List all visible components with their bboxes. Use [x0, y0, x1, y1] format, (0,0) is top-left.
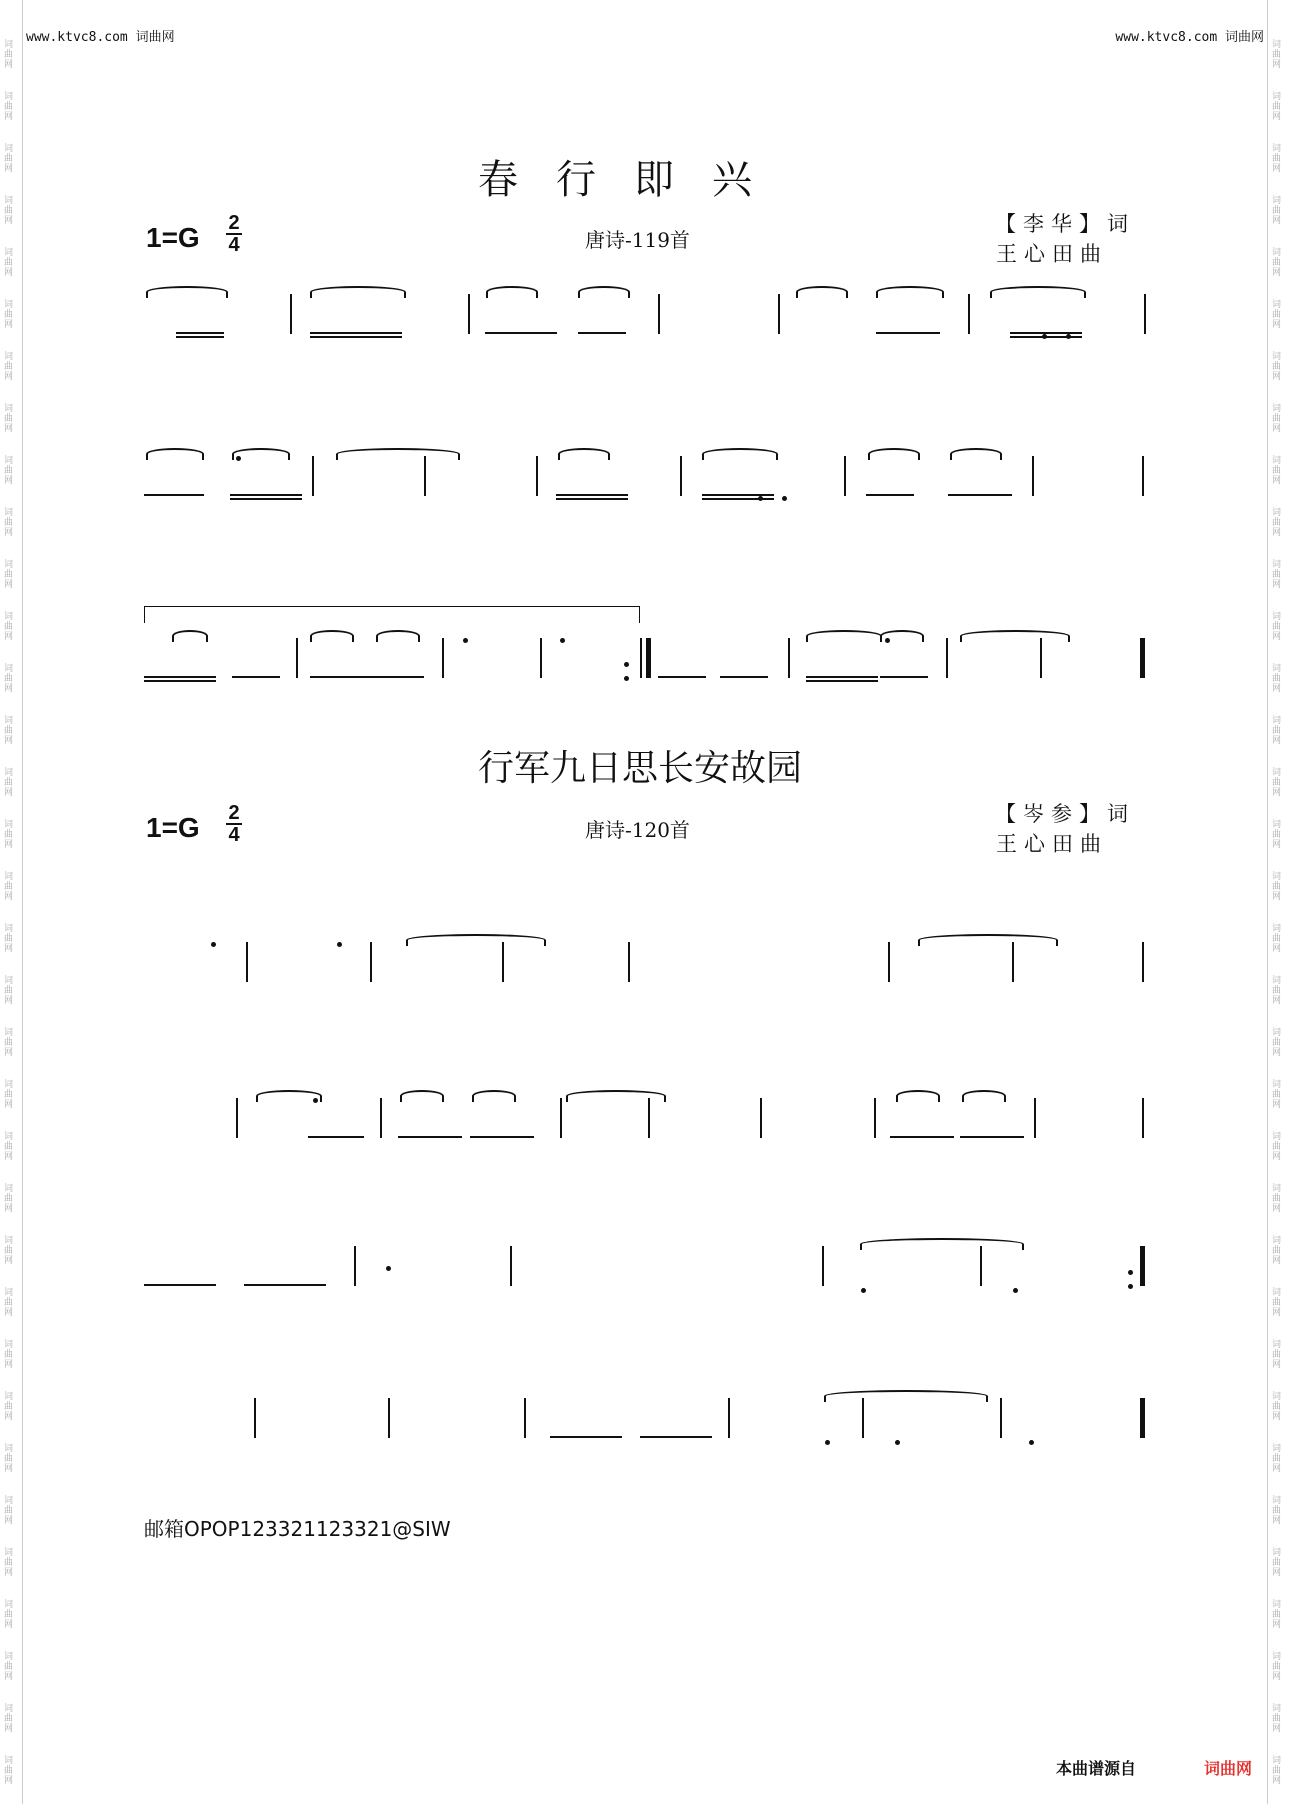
beam-underline	[702, 498, 774, 500]
octave-dot	[1029, 1440, 1034, 1445]
final-bar-line	[1140, 1246, 1145, 1286]
bar-line	[296, 638, 298, 678]
watermark-text: 词曲网	[1272, 40, 1282, 70]
octave-dot	[758, 496, 763, 501]
watermark-text: 词曲网	[1272, 1704, 1282, 1734]
watermark-text: 词曲网	[1272, 248, 1282, 278]
beam-underline	[658, 676, 706, 678]
bar-line	[888, 942, 890, 982]
slur	[336, 448, 460, 460]
slur	[824, 1390, 988, 1402]
slur	[172, 630, 208, 642]
beam-underline	[556, 498, 628, 500]
bar-line	[1012, 942, 1014, 982]
bar-line	[968, 294, 970, 334]
beam-underline	[640, 1436, 712, 1438]
bar-line	[648, 1098, 650, 1138]
bar-line	[1142, 1098, 1144, 1138]
watermark-text: 词曲网	[4, 924, 14, 954]
bar-line	[510, 1246, 512, 1286]
beam-underline	[550, 1436, 622, 1438]
slur	[918, 934, 1058, 946]
time-numerator: 2	[228, 802, 240, 824]
watermark-text: 词曲网	[1272, 872, 1282, 902]
octave-dot	[236, 456, 241, 461]
beam-underline	[144, 676, 216, 678]
beam-underline	[176, 332, 224, 334]
watermark-text: 词曲网	[4, 1704, 14, 1734]
slur	[472, 1090, 516, 1102]
slur	[566, 1090, 666, 1102]
bar-line	[290, 294, 292, 334]
bar-line	[1144, 294, 1146, 334]
watermark-text: 词曲网	[1272, 352, 1282, 382]
slur	[558, 448, 610, 460]
slur	[962, 1090, 1006, 1102]
beam-underline	[230, 494, 302, 496]
bar-line	[536, 456, 538, 496]
beam-underline	[485, 332, 557, 334]
slur	[806, 630, 882, 642]
beam-underline	[880, 676, 928, 678]
beam-underline	[144, 494, 204, 496]
beam-underline	[310, 336, 402, 338]
slur	[990, 286, 1086, 298]
bar-line	[1142, 456, 1144, 496]
watermark-text: 词曲网	[1272, 1652, 1282, 1682]
beam-underline	[244, 1284, 326, 1286]
bar-line	[1142, 942, 1144, 982]
brand-link[interactable]: 词曲网	[1204, 1759, 1253, 1778]
volta-bracket	[144, 606, 640, 623]
beam-underline	[876, 332, 940, 334]
time-denominator: 4	[228, 824, 240, 846]
bar-line	[640, 638, 642, 678]
beam-underline	[556, 494, 628, 496]
watermark-text: 词曲网	[1272, 1496, 1282, 1526]
bar-line	[424, 456, 426, 496]
song1-subtitle: 唐诗-119首	[585, 228, 690, 252]
left-watermark-strip	[0, 0, 23, 1804]
watermark-text: 词曲网	[4, 1548, 14, 1578]
beam-underline	[578, 332, 626, 334]
bar-line	[628, 942, 630, 982]
octave-dot	[825, 1440, 830, 1445]
beam-underline	[310, 676, 382, 678]
octave-dot	[463, 638, 468, 643]
watermark-text: 词曲网	[1272, 196, 1282, 226]
watermark-text: 词曲网	[1272, 1392, 1282, 1422]
bar-line	[370, 942, 372, 982]
watermark-text: 词曲网	[1272, 456, 1282, 486]
final-bar-line	[1140, 638, 1145, 678]
watermark-text: 词曲网	[1272, 1184, 1282, 1214]
slur	[146, 448, 204, 460]
song2-time-signature	[226, 804, 242, 844]
bar-line	[728, 1398, 730, 1438]
song1-title: 春行即兴	[478, 157, 790, 203]
watermark-text: 词曲网	[1272, 560, 1282, 590]
slur	[896, 1090, 940, 1102]
watermark-text: 词曲网	[4, 456, 14, 486]
bar-line	[540, 638, 542, 678]
octave-dot	[885, 638, 890, 643]
bar-line	[246, 942, 248, 982]
beam-underline	[308, 1136, 364, 1138]
octave-dot	[861, 1288, 866, 1293]
watermark-text: 词曲网	[1272, 1132, 1282, 1162]
time-numerator: 2	[228, 212, 240, 234]
source-label: 本曲谱源自	[1056, 1759, 1137, 1778]
beam-underline	[144, 680, 216, 682]
bar-line	[1034, 1098, 1036, 1138]
bar-line	[1000, 1398, 1002, 1438]
watermark-text: 词曲网	[4, 92, 14, 122]
bar-line	[312, 456, 314, 496]
octave-dot	[895, 1440, 900, 1445]
octave-dot	[211, 942, 216, 947]
watermark-text: 词曲网	[1272, 664, 1282, 694]
watermark-text: 词曲网	[1272, 92, 1282, 122]
watermark-text: 词曲网	[4, 352, 14, 382]
watermark-text: 词曲网	[4, 1028, 14, 1058]
watermark-text: 词曲网	[4, 248, 14, 278]
slur	[486, 286, 538, 298]
song2-composer: 王心田曲	[996, 832, 1108, 856]
bar-line	[980, 1246, 982, 1286]
slur	[310, 630, 354, 642]
final-bar-line	[1140, 1398, 1145, 1438]
right-watermark-strip	[1267, 0, 1290, 1804]
watermark-text: 词曲网	[4, 612, 14, 642]
bar-line	[1032, 456, 1034, 496]
watermark-text: 词曲网	[1272, 1600, 1282, 1630]
watermark-text: 词曲网	[1272, 404, 1282, 434]
watermark-text: 词曲网	[1272, 144, 1282, 174]
beam-underline	[806, 680, 878, 682]
watermark-text: 词曲网	[4, 1184, 14, 1214]
beam-underline	[960, 1136, 1024, 1138]
beam-underline	[376, 676, 424, 678]
watermark-text: 词曲网	[4, 1288, 14, 1318]
watermark-text: 词曲网	[1272, 976, 1282, 1006]
watermark-text: 词曲网	[1272, 508, 1282, 538]
watermark-text: 词曲网	[1272, 1444, 1282, 1474]
bar-line	[844, 456, 846, 496]
beam-underline	[890, 1136, 954, 1138]
octave-dot	[782, 496, 787, 501]
watermark-text: 词曲网	[4, 1652, 14, 1682]
song1-lyricist: 【李华】词	[995, 212, 1135, 236]
octave-dot	[1066, 334, 1071, 339]
slur	[796, 286, 848, 298]
final-bar-line	[646, 638, 651, 678]
header-right-url: www.ktvc8.com 词曲网	[1115, 30, 1264, 45]
watermark-text: 词曲网	[4, 40, 14, 70]
bar-line	[788, 638, 790, 678]
watermark-text: 词曲网	[4, 820, 14, 850]
bar-line	[468, 294, 470, 334]
watermark-text: 词曲网	[1272, 612, 1282, 642]
beam-underline	[702, 494, 774, 496]
beam-underline	[948, 494, 1012, 496]
bar-line	[778, 294, 780, 334]
watermark-text: 词曲网	[1272, 1756, 1282, 1786]
octave-dot	[624, 676, 629, 681]
bar-line	[680, 456, 682, 496]
slur	[310, 286, 406, 298]
bar-line	[236, 1098, 238, 1138]
octave-dot	[337, 942, 342, 947]
bar-line	[560, 1098, 562, 1138]
beam-underline	[230, 498, 302, 500]
octave-dot	[624, 662, 629, 667]
watermark-text: 词曲网	[4, 1340, 14, 1370]
octave-dot	[560, 638, 565, 643]
slur	[702, 448, 778, 460]
octave-dot	[313, 1098, 318, 1103]
bar-line	[388, 1398, 390, 1438]
bar-line	[946, 638, 948, 678]
watermark-text: 词曲网	[1272, 300, 1282, 330]
slur	[868, 448, 920, 460]
bar-line	[874, 1098, 876, 1138]
watermark-text: 词曲网	[4, 716, 14, 746]
bar-line	[354, 1246, 356, 1286]
time-denominator: 4	[228, 234, 240, 256]
bar-line	[380, 1098, 382, 1138]
watermark-text: 词曲网	[1272, 1028, 1282, 1058]
header-left-url: www.ktvc8.com 词曲网	[26, 30, 175, 45]
watermark-text: 词曲网	[1272, 716, 1282, 746]
watermark-text: 词曲网	[4, 560, 14, 590]
song2-lyricist: 【岑参】词	[995, 802, 1135, 826]
song1-composer: 王心田曲	[996, 242, 1108, 266]
watermark-text: 词曲网	[4, 196, 14, 226]
watermark-text: 词曲网	[1272, 1340, 1282, 1370]
beam-underline	[806, 676, 878, 678]
slur	[400, 1090, 444, 1102]
watermark-text: 词曲网	[1272, 924, 1282, 954]
slur	[876, 286, 944, 298]
beam-underline	[144, 1284, 216, 1286]
watermark-text: 词曲网	[4, 976, 14, 1006]
contact-email: 邮箱OPOP123321123321@SIW	[144, 1517, 451, 1541]
watermark-text: 词曲网	[1272, 1288, 1282, 1318]
watermark-text: 词曲网	[4, 1756, 14, 1786]
slur	[406, 934, 546, 946]
watermark-text: 词曲网	[4, 1132, 14, 1162]
bar-line	[658, 294, 660, 334]
slur	[146, 286, 228, 298]
watermark-text: 词曲网	[4, 872, 14, 902]
watermark-text: 词曲网	[4, 1444, 14, 1474]
bar-line	[442, 638, 444, 678]
watermark-text: 词曲网	[4, 1080, 14, 1110]
octave-dot	[1128, 1284, 1133, 1289]
beam-underline	[398, 1136, 462, 1138]
watermark-text: 词曲网	[4, 144, 14, 174]
watermark-text: 词曲网	[1272, 1236, 1282, 1266]
octave-dot	[386, 1266, 391, 1271]
watermark-text: 词曲网	[4, 768, 14, 798]
octave-dot	[1128, 1270, 1133, 1275]
watermark-text: 词曲网	[1272, 768, 1282, 798]
bar-line	[760, 1098, 762, 1138]
watermark-text: 词曲网	[4, 300, 14, 330]
watermark-text: 词曲网	[4, 1392, 14, 1422]
watermark-text: 词曲网	[1272, 1548, 1282, 1578]
watermark-text: 词曲网	[4, 664, 14, 694]
slur	[960, 630, 1070, 642]
beam-underline	[866, 494, 914, 496]
slur	[578, 286, 630, 298]
watermark-text: 词曲网	[1272, 1080, 1282, 1110]
song2-subtitle: 唐诗-120首	[585, 818, 690, 842]
octave-dot	[1013, 1288, 1018, 1293]
watermark-text: 词曲网	[4, 508, 14, 538]
beam-underline	[470, 1136, 534, 1138]
slur	[860, 1238, 1024, 1250]
watermark-text: 词曲网	[4, 1600, 14, 1630]
beam-underline	[232, 676, 280, 678]
song1-time-signature	[226, 214, 242, 254]
octave-dot	[1042, 334, 1047, 339]
beam-underline	[176, 336, 224, 338]
slur	[376, 630, 420, 642]
watermark-text: 词曲网	[4, 1236, 14, 1266]
song2-title: 行军九日思长安故园	[478, 748, 803, 789]
bar-line	[502, 942, 504, 982]
beam-underline	[310, 332, 402, 334]
watermark-text: 词曲网	[4, 404, 14, 434]
slur	[950, 448, 1002, 460]
watermark-text: 词曲网	[4, 1496, 14, 1526]
bar-line	[862, 1398, 864, 1438]
bar-line	[1040, 638, 1042, 678]
song2-key: 1=G	[146, 812, 200, 843]
bar-line	[254, 1398, 256, 1438]
bar-line	[524, 1398, 526, 1438]
beam-underline	[720, 676, 768, 678]
bar-line	[822, 1246, 824, 1286]
song1-key: 1=G	[146, 222, 200, 253]
watermark-text: 词曲网	[1272, 820, 1282, 850]
